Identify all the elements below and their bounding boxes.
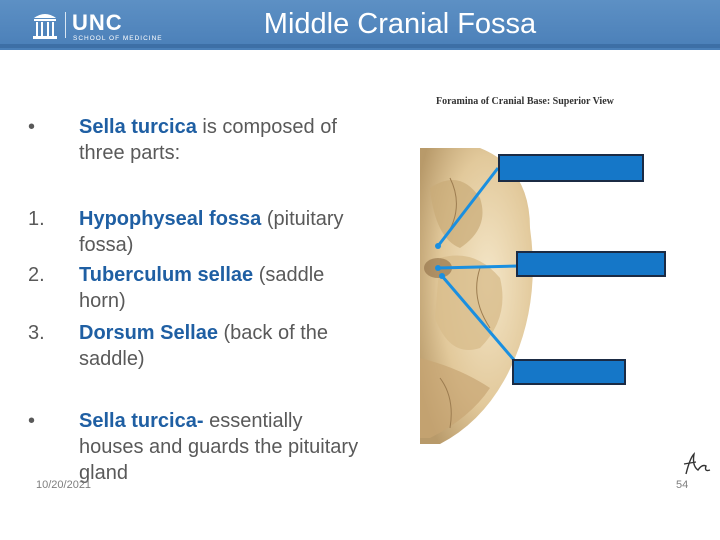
bullet-text [79,320,359,372]
header-bar [0,0,720,50]
leader-line-3 [442,276,514,360]
bullet-bold: Dorsum Sellae [79,322,218,344]
netter-signature-icon [680,448,716,480]
label-box-2 [516,251,666,277]
unc-logo [32,10,182,44]
figure-caption: Foramina of Cranial Base: Superior View [436,96,614,107]
footer-page-number: 54 [676,479,689,491]
bullet-marker: 3. [28,322,45,344]
bullet-rest: (pituitary fossa) [79,208,344,256]
leader-dot-1 [435,243,441,249]
bullet-bold: Sella turcica- [79,410,204,432]
footer-date: 10/20/2021 [36,479,92,491]
slide-title: Middle Cranial Fossa [263,8,537,40]
bullet-text [79,262,359,314]
bullet-marker: 1. [28,208,45,230]
bullet-marker: • [28,410,36,432]
logo-divider [65,12,66,38]
logo-text: UNC [72,10,123,35]
bullet-bold: Sella turcica [79,116,197,138]
bullet-text [79,408,359,486]
label-box-1 [498,154,644,182]
leader-line-1 [438,168,498,246]
bullet-rest: (saddle horn) [79,264,325,312]
leader-dot-2 [435,265,441,271]
old-well-icon [32,10,58,40]
bullet-bold: Hypophyseal fossa [79,208,262,230]
leader-dot-3 [439,273,445,279]
logo-subtext: SCHOOL OF MEDICINE [73,35,163,42]
header-band [0,44,720,48]
leader-line-2 [438,266,518,268]
bullet-rest: is composed of three parts: [79,116,337,164]
bullet-marker: • [28,116,36,138]
label-box-3 [512,359,626,385]
bullet-marker: 2. [28,264,45,286]
bullet-text [79,114,359,166]
bullet-bold: Tuberculum sellae [79,264,254,286]
bullet-rest: (back of the saddle) [79,322,329,370]
bullet-rest: essentially houses and guards the pituitary gland [79,410,359,484]
bullet-text [79,206,359,258]
